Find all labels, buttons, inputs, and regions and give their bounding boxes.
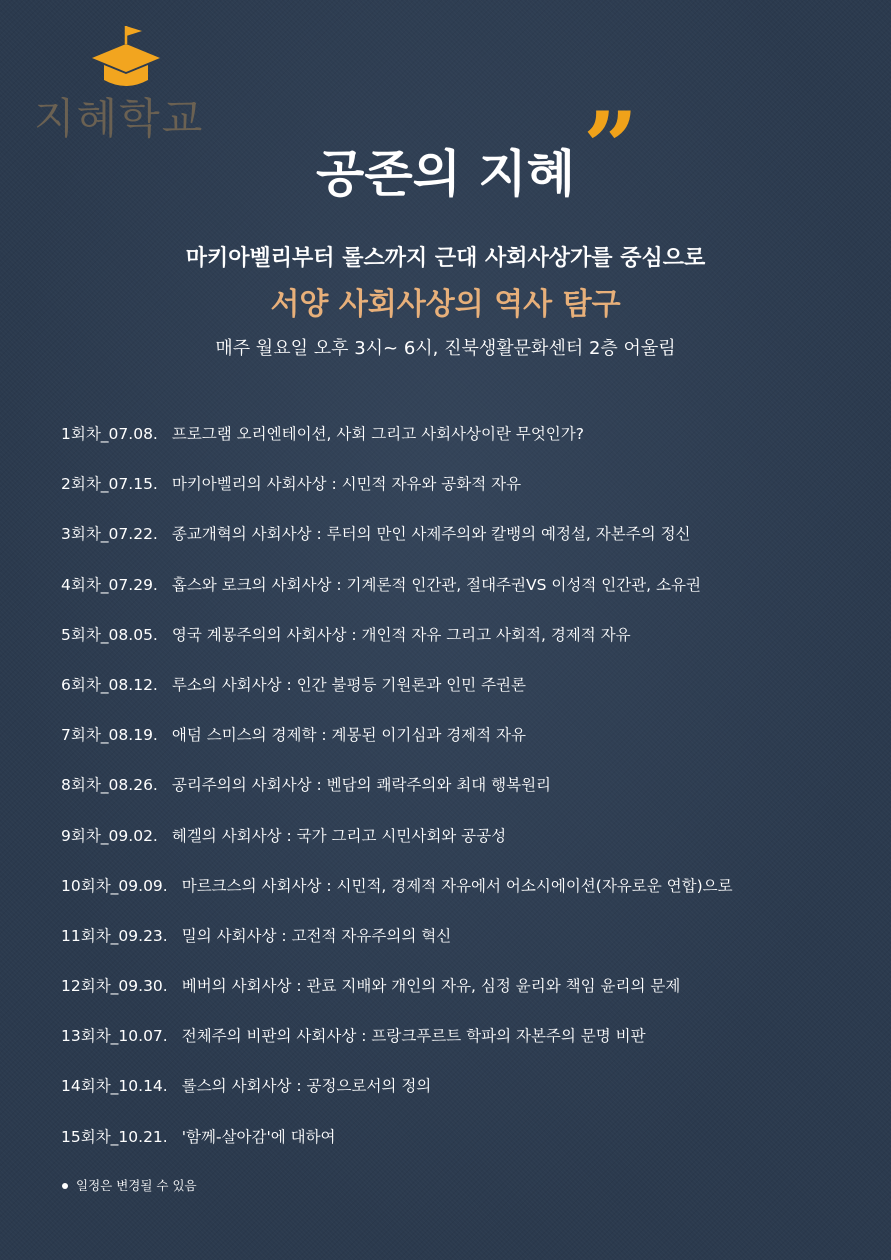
session-item — [61, 624, 891, 674]
session-item — [61, 875, 891, 925]
session-topic: 롤스의 사회사상 : 공정으로서의 정의 — [181, 1077, 432, 1096]
session-number: 2회차_07.15. — [61, 475, 158, 494]
session-number: 10회차_09.09. — [61, 876, 168, 895]
session-number: 14회차_10.14. — [61, 1077, 168, 1096]
session-number: 6회차_08.12. — [61, 675, 158, 694]
session-number: 7회차_08.19. — [61, 726, 158, 745]
subtitle: 마키아벨리부터 롤스까지 근대 사회사상가를 중심으로 — [185, 246, 706, 271]
session-number: 5회차_08.05. — [61, 625, 158, 644]
quote-mark: ” — [583, 91, 639, 204]
session-topic: 프로그램 오리엔테이션, 사회 그리고 사회사상이란 무엇인가? — [171, 425, 584, 443]
session-topic: 전체주의 비판의 사회사상 : 프랑크푸르트 학파의 자본주의 문명 비판 — [181, 1027, 646, 1046]
page-title: 공존의 지혜 — [316, 145, 575, 203]
session-item — [61, 1126, 891, 1176]
logo — [34, 22, 224, 152]
schedule-note — [62, 1176, 197, 1194]
session-item — [61, 975, 891, 1025]
logo-text: 지혜학교 — [34, 94, 205, 143]
session-number: 1회차_07.08. — [61, 425, 158, 443]
session-topic: 베버의 사회사상 : 관료 지배와 개인의 자유, 심정 윤리와 책임 윤리의 문제 — [181, 977, 681, 996]
session-item — [61, 473, 891, 523]
session-item — [61, 825, 891, 875]
session-item — [61, 1025, 891, 1075]
session-topic: 영국 계몽주의의 사회사상 : 개인적 자유 그리고 사회적, 경제적 자유 — [171, 625, 631, 644]
session-number: 3회차_07.22. — [61, 525, 158, 544]
session-number: 13회차_10.07. — [61, 1027, 168, 1046]
session-item — [61, 925, 891, 975]
note-text: 일정은 변경될 수 있음 — [76, 1178, 197, 1193]
session-topic: 마르크스의 사회사상 : 시민적, 경제적 자유에서 어소시에이션(자유로운 연합)으로 — [181, 876, 733, 895]
session-number: 15회차_10.21. — [61, 1127, 168, 1146]
session-item — [61, 724, 891, 774]
session-list — [61, 423, 891, 1176]
session-item — [61, 774, 891, 824]
session-topic: 애덤 스미스의 경제학 : 계몽된 이기심과 경제적 자유 — [171, 726, 527, 745]
session-topic: 루소의 사회사상 : 인간 불평등 기원론과 인민 주권론 — [171, 675, 527, 694]
session-number: 9회차_09.02. — [61, 826, 158, 845]
schedule-info: 매주 월요일 오후 3시~ 6시, 진북생활문화센터 2층 어울림 — [215, 338, 676, 359]
session-topic: 밀의 사회사상 : 고전적 자유주의의 혁신 — [181, 926, 452, 945]
session-topic: 홉스와 로크의 사회사상 : 기계론적 인간관, 절대주권VS 이성적 인간관, 소유권 — [171, 575, 701, 594]
bullet-icon — [62, 1183, 68, 1189]
session-topic: 헤겔의 사회사상 : 국가 그리고 시민사회와 공공성 — [171, 826, 507, 845]
session-item — [61, 423, 891, 473]
session-item — [61, 674, 891, 724]
session-number: 8회차_08.26. — [61, 776, 158, 795]
session-item — [61, 1075, 891, 1125]
session-item — [61, 574, 891, 624]
session-topic: 종교개혁의 사회사상 : 루터의 만인 사제주의와 칼뱅의 예정설, 자본주의 정신 — [171, 525, 691, 544]
session-topic: 마키아벨리의 사회사상 : 시민적 자유와 공화적 자유 — [171, 475, 522, 494]
session-topic: 공리주의의 사회사상 : 벤담의 쾌락주의와 최대 행복원리 — [171, 776, 552, 795]
session-number: 4회차_07.29. — [61, 575, 158, 594]
course-title: 서양 사회사상의 역사 탐구 — [270, 287, 621, 322]
session-topic: '함께-살아감'에 대하여 — [181, 1127, 336, 1146]
session-item — [61, 523, 891, 573]
graduation-cap-icon — [86, 22, 166, 92]
session-number: 12회차_09.30. — [61, 977, 168, 996]
session-number: 11회차_09.23. — [61, 926, 168, 945]
